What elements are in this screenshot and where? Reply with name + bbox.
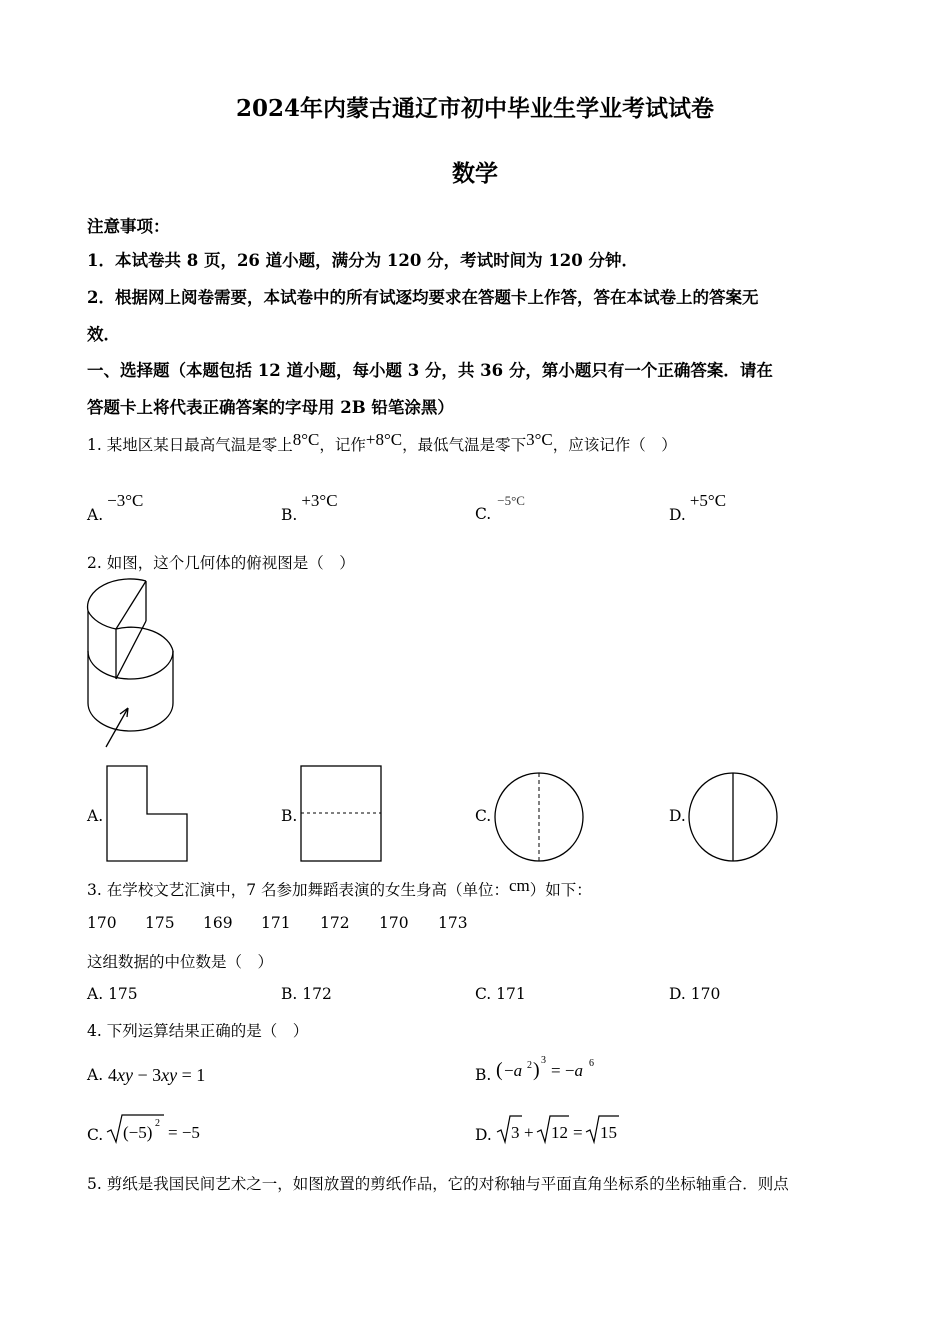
q1-text-d: ，应该记作（ ） [552, 436, 677, 454]
svg-text:2: 2 [527, 1060, 532, 1071]
q3-option-c[interactable] [475, 985, 526, 1003]
q1-option-a-value: −3°C [107, 491, 144, 510]
q3-option-b-label: B. [281, 985, 298, 1003]
svg-text:2: 2 [155, 1118, 160, 1129]
q1-text-b: ，记作 [319, 436, 366, 454]
q1-option-c-value: −5°C [497, 493, 525, 508]
q4-option-d-label: D. [475, 1126, 492, 1144]
q3-height-4: 171 [261, 914, 291, 932]
q4-option-c-label: C. [87, 1126, 104, 1144]
svg-text:3: 3 [511, 1123, 520, 1142]
q1-option-b-label: B. [281, 506, 298, 524]
q4-option-a[interactable] [87, 1066, 103, 1084]
q3-text-b: ）如下： [529, 881, 592, 899]
svg-text:(: ( [496, 1059, 503, 1081]
notes-item-2-line1: 2．根据网上阅卷需要，本试卷中的所有试逐均要求在答题卡上作答，答在本试卷上的答案无 [87, 288, 759, 307]
q1-option-c-label: C. [475, 505, 492, 523]
svg-text:12: 12 [551, 1123, 568, 1142]
svg-text:(−5): (−5) [123, 1123, 153, 1142]
q3-option-a-label: A. [87, 985, 104, 1003]
q1-option-d-label: D. [669, 506, 686, 524]
q3-unit: cm [509, 876, 530, 895]
q2-option-a-label[interactable]: A. [87, 807, 104, 825]
q3-question: 这组数据的中位数是（ ） [87, 953, 274, 971]
q4-option-b[interactable] [475, 1066, 491, 1084]
q1-stem [87, 430, 677, 455]
svg-text:+: + [524, 1123, 534, 1142]
q1-val1: 8°C [292, 430, 320, 449]
q1-text-c: ，最低气温是零下 [402, 436, 527, 454]
q3-option-b[interactable] [281, 985, 332, 1003]
section1-line1: 一、选择题（本题包括 12 道小题，每小题 3 分，共 36 分，第小题只有一个正确答案．请在 [87, 361, 773, 380]
q4-option-b-label: B. [475, 1066, 492, 1084]
q3-height-1: 170 [87, 914, 117, 932]
q3-stem [87, 878, 592, 900]
svg-text:= −5: = −5 [168, 1123, 200, 1142]
svg-text:6: 6 [589, 1058, 594, 1069]
notes-item-2-line2: 效． [87, 325, 120, 344]
q4-option-c-formula[interactable] [106, 1112, 216, 1146]
q1-option-d[interactable] [669, 491, 727, 525]
q3-option-d-value: 170 [690, 985, 721, 1003]
q1-option-b[interactable] [281, 491, 338, 525]
q1-val3: 3°C [526, 430, 553, 449]
svg-text:): ) [533, 1059, 540, 1081]
q3-height-5: 172 [320, 914, 350, 932]
q4-option-a-label: A. [87, 1066, 104, 1084]
notes-heading: 注意事项： [87, 217, 170, 236]
q4-option-d-formula[interactable] [496, 1112, 626, 1146]
q4-option-a-formula[interactable] [108, 1060, 218, 1088]
q1-option-c[interactable] [475, 493, 525, 523]
q2-solid-figure [80, 575, 190, 755]
q4-option-b-formula[interactable] [496, 1052, 606, 1086]
q3-text-a: 3. 在学校文艺汇演中，7 名参加舞蹈表演的女生身高（单位： [87, 881, 510, 899]
q2-option-d-circle-solid[interactable] [688, 772, 780, 864]
q3-height-2: 175 [145, 914, 175, 932]
svg-text:−a: −a [504, 1061, 523, 1080]
q1-option-b-value: +3°C [301, 491, 338, 510]
section1-line2: 答题卡上将代表正确答案的字母用 2B 铅笔涂黑） [87, 398, 454, 417]
q3-height-6: 170 [379, 914, 409, 932]
q3-option-c-label: C. [475, 985, 492, 1003]
q1-option-a-label: A. [87, 506, 104, 524]
q4-option-c[interactable] [87, 1126, 103, 1144]
svg-text:4xy − 3xy = 1: 4xy − 3xy = 1 [108, 1065, 206, 1085]
q2-option-a-l-shape[interactable] [106, 765, 190, 863]
q3-option-a[interactable] [87, 985, 138, 1003]
q2-option-b-label[interactable]: B. [281, 807, 298, 825]
q2-option-b-square-dashed[interactable] [300, 765, 384, 863]
q4-stem: 4. 下列运算结果正确的是（ ） [87, 1022, 309, 1040]
q2-option-c-label[interactable]: C. [475, 807, 492, 825]
svg-text:=: = [573, 1123, 583, 1142]
q2-option-d-label[interactable]: D. [669, 807, 686, 825]
q4-option-d[interactable] [475, 1126, 492, 1144]
svg-text:3: 3 [541, 1055, 546, 1066]
q3-height-7: 173 [438, 914, 468, 932]
q3-height-3: 169 [203, 914, 233, 932]
exam-title: 2024年内蒙古通辽市初中毕业生学业考试试卷 [235, 95, 714, 122]
q3-option-d[interactable] [669, 985, 720, 1003]
q3-option-a-value: 175 [108, 985, 138, 1003]
q1-val2: +8°C [365, 430, 403, 449]
q1-text-a: 1. 某地区某日最高气温是零上 [87, 436, 293, 454]
q3-option-b-value: 172 [302, 985, 332, 1003]
q3-option-c-value: 171 [496, 985, 526, 1003]
notes-item-1: 1．本试卷共 8 页，26 道小题，满分为 120 分，考试时间为 120 分钟． [87, 251, 639, 270]
q2-option-c-circle-dashed[interactable] [494, 772, 586, 864]
subject-title: 数学 [452, 160, 498, 187]
q1-option-d-value: +5°C [689, 491, 727, 510]
q1-option-a[interactable] [87, 491, 144, 525]
q2-stem: 2. 如图，这个几何体的俯视图是（ ） [87, 554, 355, 572]
q5-stem: 5. 剪纸是我国民间艺术之一，如图放置的剪纸作品，它的对称轴与平面直角坐标系的坐标轴重合．则点 [87, 1175, 789, 1193]
q3-option-d-label: D. [669, 985, 686, 1003]
svg-text:15: 15 [600, 1123, 617, 1142]
svg-text:= −a: = −a [551, 1061, 583, 1080]
